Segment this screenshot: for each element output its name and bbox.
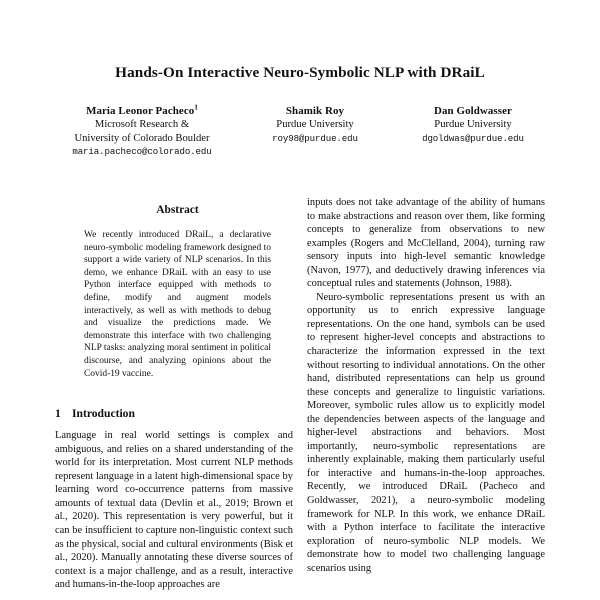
author-name (86, 105, 198, 117)
author-email: maria.pacheco@colorado.edu (72, 146, 212, 158)
author-name (286, 105, 344, 117)
author-email: roy98@purdue.edu (272, 133, 358, 145)
page-title: Hands-On Interactive Neuro-Symbolic NLP with DRaiL (115, 64, 485, 81)
abstract-text: We recently introduced DRaiL, a declarative neuro-symbolic modeling framework designed to support a wide variety of NLP scenarios. In this demo, we enhance DRaiL with an easy to use Python interface equipped with methods to define, modify and augment models interactively, as well as with methods to debug and visualize the predictions made. We demonstrate this interface with two challenging NLP tasks: analyzing moral sentiment in political discourse, and analyzing opinions about the Covid-19 vaccine. (84, 230, 271, 379)
right-column (307, 196, 545, 600)
author-name (434, 105, 512, 117)
body-paragraph: Language in real world settings is complex and ambiguous, and relies on a shared understanding of the world for its interpretation. Most current NLP methods represent language in a latent high-dimensional space by learning word co-occurrence patterns from massive amounts of textual data (Devlin et al., 2019; Brown et al., 2020). This representation is very powerful, but it can be insufficient to capture non-linguistic context such as the physical, social and cultural environments (Bisk et al., 2020). Manually annotating these diverse sources of context is a major challenge, and as a result, interactive and humans-in-the-loop approaches are (55, 430, 293, 591)
section-heading-introduction (55, 407, 293, 420)
body-columns (0, 196, 600, 600)
author-footnote-marker: 1 (194, 103, 198, 112)
author-entry (44, 105, 240, 158)
section-number: 1 (55, 407, 61, 421)
author-affiliation-line1: Microsoft Research & (94, 119, 190, 131)
body-paragraph: Neuro-symbolic representations present us with an opportunity us to enrich expressive language representations. On the one hand, symbols can be used to represent higher-level concepts and abstractions to characterize the information expressed in the text without resorting to individual annotations. On the other hand, distributed representations can help us ground these concepts and generalize to linguistic variations. Moreover, symbolic rules allow us to explicitly model the dependencies between aspects of the language and higher-level abstractions and behaviors. Most importantly, neuro-symbolic representations are inherently explainable, making them particularly useful for interactive and humans-in-the-loop approaches. Recently, we introduced DRaiL (Pacheco and Goldwasser, 2021), a neuro-symbolic modeling framework for NLP. In this work, we enhance DRaiL with a Python interface to facilitate the interactive exploration of neuro-symbolic NLP models. We demonstrate how to model two challenging language scenarios using (307, 291, 545, 574)
author-email: dgoldwas@purdue.edu (422, 133, 524, 145)
author-affiliation-line2: University of Colorado Boulder (74, 132, 210, 144)
abstract-section (55, 204, 293, 380)
abstract-heading: Abstract (156, 204, 199, 216)
author-affiliation-line1: Purdue University (434, 119, 512, 131)
author-affiliation-line1: Purdue University (276, 119, 354, 131)
section-title: Introduction (72, 407, 135, 421)
author-name-text: Maria Leonor Pacheco (86, 105, 195, 118)
left-column (55, 196, 293, 600)
author-name-text: Shamik Roy (285, 105, 345, 118)
body-paragraph: inputs does not take advantage of the ability of humans to make abstractions and reason over them, like forming concepts to generalize from observations to new examples (Rogers and McClelland, 2004), turning raw sensory inputs into high-level semantic knowledge (Navon, 1977), and deductively drawing inferences via conceptual rules and statements (Johnson, 1988). (307, 197, 545, 290)
author-block (0, 105, 600, 158)
author-entry (240, 105, 390, 145)
author-name-text: Dan Goldwasser (434, 105, 512, 118)
author-entry (390, 105, 556, 145)
